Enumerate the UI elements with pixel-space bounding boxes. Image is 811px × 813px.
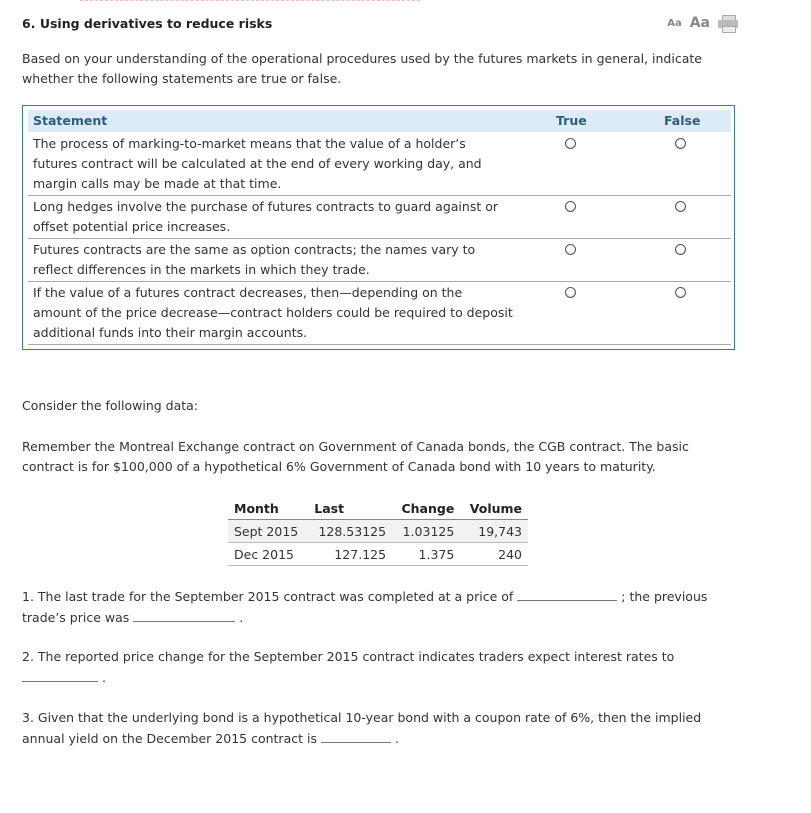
remember-text: Remember the Montreal Exchange contract on Government of Canada bonds, the CGB contract. The basic contract is for $100,000 of a hypothetical 6% Government of Canada bond with 10 years to maturity. — [22, 439, 689, 474]
question-number: 6. — [22, 16, 36, 31]
true-radio[interactable] — [565, 138, 576, 149]
consider-text: Consider the following data: — [22, 398, 199, 413]
statement-text: The process of marking-to-market means that the value of a holder’s futures contract will be calculated at the end of every working day, and margin calls may be made at that time. — [33, 136, 482, 191]
statement-text: Long hedges involve the purchase of futures contracts to guard against or offset potential price increases. — [33, 199, 498, 234]
q2-interest-rate-dropdown[interactable] — [22, 667, 98, 682]
volume-cell: 240 — [460, 543, 528, 566]
futures-data-table — [228, 497, 528, 566]
true-radio[interactable] — [565, 244, 576, 255]
month-header: Month — [228, 497, 308, 520]
q1-text: 1. The last trade for the September 2015 contract was completed at a price of — [22, 589, 514, 604]
question-1 — [22, 586, 742, 628]
change-header: Change — [392, 497, 460, 520]
month-cell: Sept 2015 — [228, 520, 308, 543]
q1-last-price-dropdown[interactable] — [517, 586, 617, 601]
month-cell: Dec 2015 — [228, 543, 308, 566]
true-radio[interactable] — [565, 287, 576, 298]
volume-cell: 19,743 — [460, 520, 528, 543]
last-cell: 127.125 — [308, 543, 392, 566]
font-increase-button[interactable]: Aa — [689, 15, 710, 31]
q2-period: . — [101, 670, 106, 685]
volume-header: Volume — [460, 497, 528, 520]
question-3 — [22, 708, 742, 749]
last-cell: 128.53125 — [308, 520, 392, 543]
change-cell: 1.375 — [392, 543, 460, 566]
statement-text: Futures contracts are the same as option contracts; the names vary to reflect differences in the markets in which they trade. — [33, 242, 476, 277]
false-radio[interactable] — [675, 244, 686, 255]
toolbar — [667, 15, 738, 31]
q1-period: . — [239, 610, 244, 625]
q1-text-2: ; the previous trade’s price was — [22, 589, 708, 625]
true-header: True — [556, 113, 587, 128]
q3-period: . — [394, 731, 399, 746]
question-2 — [22, 647, 742, 688]
true-radio[interactable] — [565, 201, 576, 212]
false-radio[interactable] — [675, 201, 686, 212]
printer-icon[interactable] — [718, 15, 738, 31]
data-table-header-row — [228, 497, 528, 520]
question-title-text: Using derivatives to reduce risks — [39, 16, 273, 31]
statement-row — [28, 283, 731, 345]
statements-header — [28, 110, 731, 132]
q1-previous-price-dropdown[interactable] — [133, 607, 235, 622]
q3-yield-dropdown[interactable] — [321, 728, 391, 743]
change-cell: 1.03125 — [392, 520, 460, 543]
false-radio[interactable] — [675, 138, 686, 149]
table-row — [228, 520, 528, 543]
q3-text: 3. Given that the underlying bond is a hypothetical 10-year bond with a coupon rate of 6%, then the implied annual yield on the December 2015 contract is — [22, 710, 702, 746]
statement-header: Statement — [33, 113, 108, 128]
intro-text: Based on your understanding of the operational procedures used by the futures markets in general, indicate whether the following statements are true or false. — [22, 51, 702, 86]
table-row — [228, 543, 528, 566]
statement-text: If the value of a futures contract decreases, then—depending on the amount of the price decrease—contract holders could be required to deposit additional funds into their margin accounts. — [33, 285, 513, 340]
statements-table — [22, 105, 735, 350]
last-header: Last — [308, 497, 392, 520]
top-edge-artifact — [80, 0, 420, 3]
false-radio[interactable] — [675, 287, 686, 298]
statement-row — [28, 197, 731, 239]
false-header: False — [664, 113, 701, 128]
statement-row — [28, 134, 731, 196]
q2-text: 2. The reported price change for the September 2015 contract indicates traders expect interest rates to — [22, 649, 675, 664]
question-title — [22, 16, 272, 31]
font-decrease-button[interactable]: Aa — [667, 17, 682, 29]
statement-row — [28, 240, 731, 282]
